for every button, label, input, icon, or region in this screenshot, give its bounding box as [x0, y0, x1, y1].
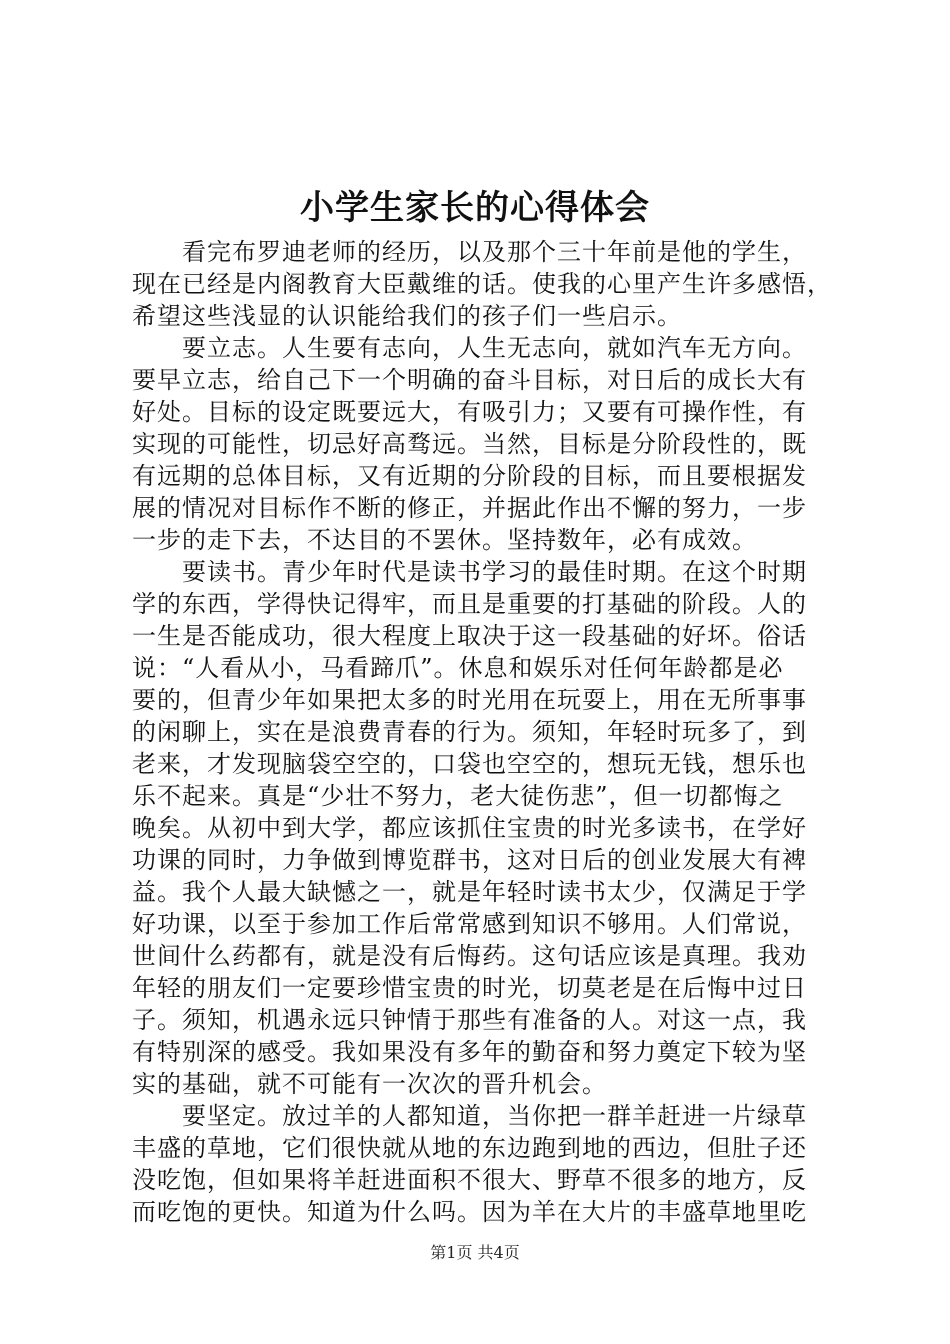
- text-line: 好功课，以至于参加工作后常常感到知识不够用。人们常说，: [132, 910, 807, 938]
- text-line: 晚矣。从初中到大学，都应该抓住宝贵的时光多读书，在学好: [132, 814, 807, 842]
- text-line: 没吃饱，但如果将羊赶进面积不很大、野草不很多的地方，反: [132, 1166, 807, 1194]
- body-paragraph: [132, 236, 832, 332]
- text-line: 有远期的总体目标，又有近期的分阶段的目标，而且要根据发: [132, 462, 807, 490]
- text-line: 老来，才发现脑袋空空的，口袋也空空的，想玩无钱，想乐也: [132, 750, 807, 778]
- text-line: 实现的可能性，切忌好高骛远。当然，目标是分阶段性的，既: [132, 430, 807, 458]
- document-body: [132, 236, 832, 1228]
- text-line: 实的基础，就不可能有一次次的晋升机会。: [132, 1070, 607, 1098]
- text-line: 要的，但青少年如果把太多的时光用在玩耍上，用在无所事事: [132, 686, 807, 714]
- body-paragraph: [132, 332, 832, 556]
- text-line: 要立志。人生要有志向，人生无志向，就如汽车无方向。: [132, 334, 807, 362]
- text-line: 丰盛的草地，它们很快就从地的东边跑到地的西边，但肚子还: [132, 1134, 807, 1162]
- text-line: 说：“人看从小，马看蹄爪”。休息和娱乐对任何年龄都是必: [132, 654, 784, 682]
- text-line: 现在已经是内阁教育大臣戴维的话。使我的心里产生许多感悟，: [132, 270, 832, 298]
- text-line: 而吃饱的更快。知道为什么吗。因为羊在大片的丰盛草地里吃: [132, 1198, 807, 1226]
- text-line: 好处。目标的设定既要远大，有吸引力；又要有可操作性，有: [132, 398, 807, 426]
- body-paragraph: [132, 1100, 832, 1228]
- text-line: 年轻的朋友们一定要珍惜宝贵的时光，切莫老是在后悔中过日: [132, 974, 807, 1002]
- text-line: 希望这些浅显的认识能给我们的孩子们一些启示。: [132, 302, 682, 330]
- text-line: 乐不起来。真是“少壮不努力，老大徒伤悲”，但一切都悔之: [132, 782, 784, 810]
- text-line: 有特别深的感受。我如果没有多年的勤奋和努力奠定下较为坚: [132, 1038, 807, 1066]
- text-line: 要读书。青少年时代是读书学习的最佳时期。在这个时期: [132, 558, 807, 586]
- text-line: 子。须知，机遇永远只钟情于那些有准备的人。对这一点，我: [132, 1006, 807, 1034]
- text-line: 的闲聊上，实在是浪费青春的行为。须知，年轻时玩多了，到: [132, 718, 807, 746]
- text-line: 世间什么药都有，就是没有后悔药。这句话应该是真理。我劝: [132, 942, 807, 970]
- text-line: 展的情况对目标作不断的修正，并据此作出不懈的努力，一步: [132, 494, 807, 522]
- document-title: 小学生家长的心得体会: [300, 188, 650, 228]
- text-line: 要早立志，给自己下一个明确的奋斗目标，对日后的成长大有: [132, 366, 807, 394]
- text-line: 一步的走下去，不达目的不罢休。坚持数年，必有成效。: [132, 526, 757, 554]
- text-line: 要坚定。放过羊的人都知道，当你把一群羊赶进一片绿草: [132, 1102, 807, 1130]
- body-paragraph: [132, 556, 832, 1100]
- text-line: 功课的同时，力争做到博览群书，这对日后的创业发展大有裨: [132, 846, 807, 874]
- text-line: 学的东西，学得快记得牢，而且是重要的打基础的阶段。人的: [132, 590, 807, 618]
- page-footer: 第1页 共4页: [430, 1243, 520, 1262]
- text-line: 益。我个人最大缺憾之一，就是年轻时读书太少，仅满足于学: [132, 878, 807, 906]
- text-line: 看完布罗迪老师的经历，以及那个三十年前是他的学生，: [132, 238, 807, 266]
- text-line: 一生是否能成功，很大程度上取决于这一段基础的好坏。俗话: [132, 622, 807, 650]
